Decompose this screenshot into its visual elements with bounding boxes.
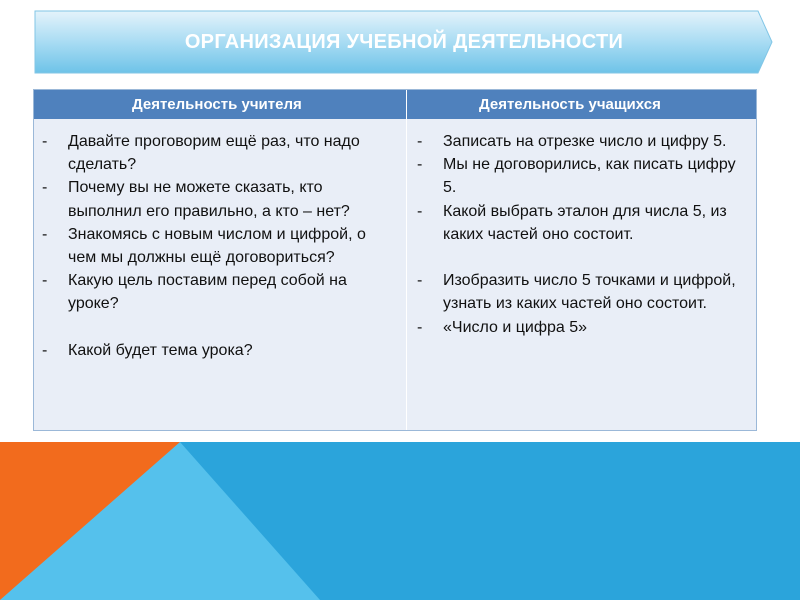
student-activity-cell <box>417 130 747 339</box>
bullet-dash: - <box>417 202 423 220</box>
bullet-dash: - <box>417 272 423 290</box>
spacer <box>417 246 747 269</box>
list-item <box>417 130 747 153</box>
item-text: Давайте проговорим ещё раз, что надо сделать? <box>68 133 360 174</box>
item-text: Почему вы не можете сказать, кто выполнил его правильно, а кто – нет? <box>68 179 350 220</box>
item-text: Знакомясь с новым числом и цифрой, о чем мы должны ещё договориться? <box>68 225 366 267</box>
table-header-row <box>34 90 756 119</box>
list-item <box>42 176 398 222</box>
bullet-dash: - <box>417 318 423 336</box>
teacher-activity-cell <box>42 130 398 362</box>
header-students: Деятельность учащихся <box>479 96 661 113</box>
list-item <box>417 316 747 339</box>
activity-table <box>33 89 757 431</box>
list-item <box>417 269 747 315</box>
item-text: Мы не договорились, как писать цифру 5. <box>443 156 736 197</box>
bullet-dash: - <box>42 272 48 290</box>
item-text: «Число и цифра 5» <box>443 318 588 336</box>
item-text: Изобразить число 5 точками и цифрой, узнать из каких частей оно состоит. <box>443 272 736 313</box>
column-divider <box>406 90 407 430</box>
footer-decoration <box>0 442 800 600</box>
list-item <box>417 200 747 246</box>
slide-title: ОРГАНИЗАЦИЯ УЧЕБНОЙ ДЕЯТЕЛЬНОСТИ <box>184 30 624 53</box>
bullet-dash: - <box>417 156 423 174</box>
list-item <box>42 269 398 315</box>
list-item <box>42 223 398 269</box>
item-text: Какую цель поставим перед собой на уроке? <box>68 272 347 313</box>
list-item <box>417 153 747 199</box>
bullet-dash: - <box>42 341 48 359</box>
bullet-dash: - <box>42 179 48 197</box>
title-banner <box>34 10 774 74</box>
bullet-dash: - <box>417 133 423 150</box>
item-text: Записать на отрезке число и цифру 5. <box>443 133 727 150</box>
header-teacher: Деятельность учителя <box>132 96 302 113</box>
item-text: Какой выбрать эталон для числа 5, из каких частей оно состоит. <box>443 202 727 243</box>
list-item <box>42 339 398 362</box>
bullet-dash: - <box>42 133 48 150</box>
bullet-dash: - <box>42 225 48 243</box>
list-item <box>42 130 398 176</box>
spacer <box>42 316 398 339</box>
item-text: Какой будет тема урока? <box>68 341 253 359</box>
